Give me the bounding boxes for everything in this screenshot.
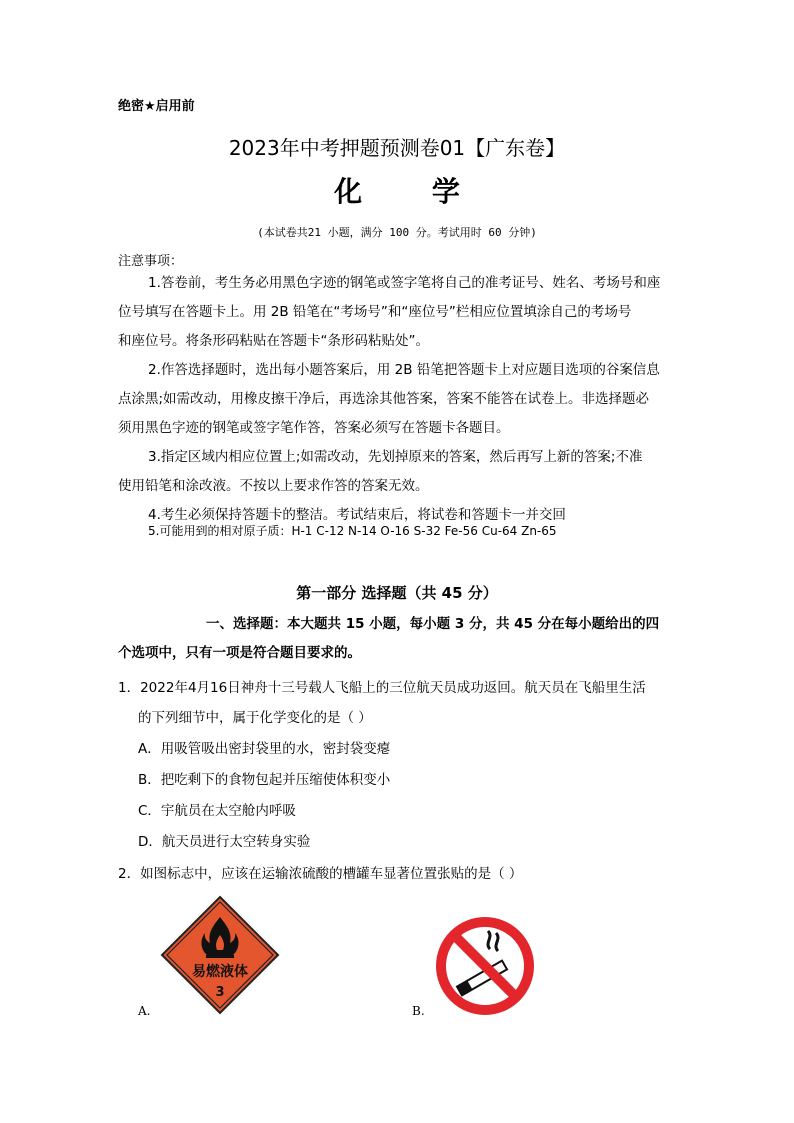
note-line: 和座位号。将条形码粘贴在答题卡“条形码粘贴处”。: [118, 333, 429, 349]
question-1-option-b: B．把吃剩下的食物包起并压缩使体积变小: [138, 772, 391, 788]
note-line-atomic-mass: 5.可能用到的相对原子质：H-1 C-12 N-14 O-16 S-32 Fe-56 Cu-64 Zn-65: [148, 524, 557, 538]
sign-class-number: 3: [215, 985, 225, 1000]
subject-title: 化 学: [334, 175, 490, 208]
part-title: 第一部分 选择题（共 45 分）: [296, 584, 498, 602]
question-1-option-c: C．宇航员在太空舱内呼吸: [138, 803, 296, 819]
exam-title: 2023年中考押题预测卷01【广东卷】: [228, 136, 566, 160]
question-1-stem: 的下列细节中，属于化学变化的是（ ）: [138, 710, 372, 726]
note-line: 2.作答选择题时，选出每小题答案后，用 2B 铅笔把答题卡上对应题目选项的谷案信息: [148, 362, 660, 378]
note-line: 点涂黑;如需改动，用橡皮擦干净后，再选涂其他答案，答案不能答在试卷上。非选择题必: [118, 391, 650, 407]
note-line: 位号填写在答题卡上。用 2B 铅笔在“考场号”和“座位号”栏相应位置填涂自己的考场号: [118, 304, 632, 320]
note-line: 使用铅笔和涂改液。不按以上要求作答的答案无效。: [118, 478, 429, 494]
note-line: 4.考生必须保持答题卡的整洁。考试结束后，将试卷和答题卡一并交回: [148, 507, 566, 523]
option-a-label: A.: [138, 1004, 151, 1018]
option-b-label: B.: [412, 1004, 425, 1018]
notes-title: 注意事项：: [118, 254, 184, 269]
no-smoking-sign: [434, 915, 536, 1017]
section-description: 一、选择题：本大题共 15 小题，每小题 3 分，共 45 分在每小题给出的四: [206, 616, 660, 632]
note-line: 须用黑色字迹的钢笔或签字笔作答，答案必须写在答题卡各题目。: [118, 420, 510, 436]
question-1-stem: 1．2022年4月16日神舟十三号载人飞船上的三位航天员成功返回。航天员在飞船里生活: [118, 680, 646, 696]
question-1-option-d: D．航天员进行太空转身实验: [138, 834, 311, 850]
flammable-liquid-sign: [160, 895, 280, 1015]
exam-info: (本试卷共21 小题，满分 100 分。考试用时 60 分钟): [257, 226, 537, 239]
question-2-stem: 2．如图标志中，应该在运输浓硫酸的槽罐车显著位置张贴的是（ ）: [118, 866, 523, 882]
section-description: 个选项中，只有一项是符合题目要求的。: [118, 645, 361, 661]
question-1-option-a: A．用吸管吸出密封袋里的水，密封袋变瘪: [138, 741, 391, 757]
note-line: 3.指定区域内相应位置上;如需改动，先划掉原来的答案，然后再写上新的答案;不准: [148, 449, 643, 465]
sign-label-text: 易燃液体: [192, 964, 248, 980]
note-line: 1.答卷前，考生务必用黑色字迹的钢笔或签字笔将自己的准考证号、姓名、考场号和座: [148, 275, 661, 291]
secret-label: 绝密★启用前: [118, 99, 195, 114]
